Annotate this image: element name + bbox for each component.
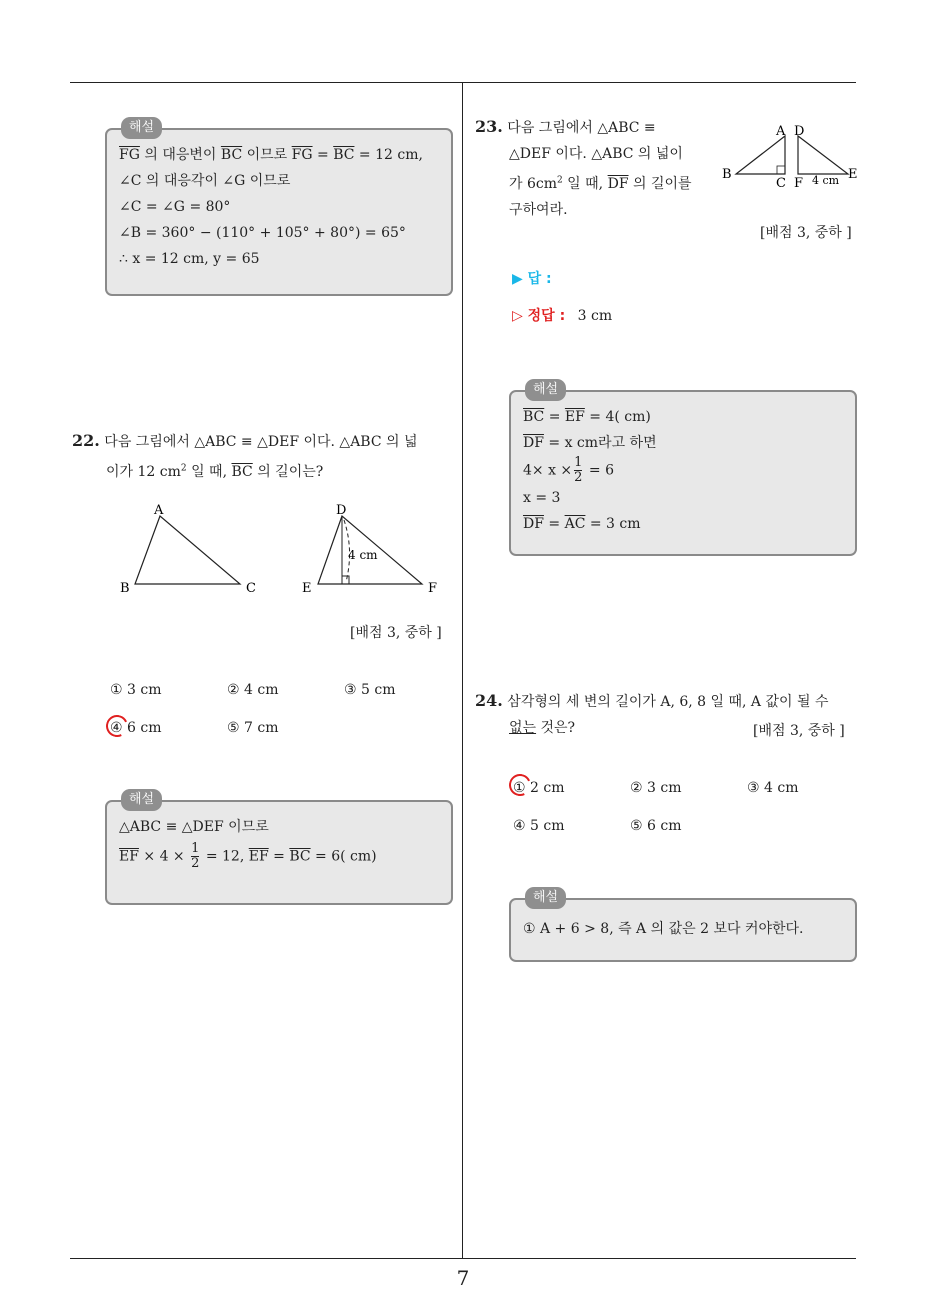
bottom-rule <box>70 1258 856 1259</box>
solution-box-1 <box>105 120 453 296</box>
column-divider <box>462 82 463 1258</box>
solution-tag: 해설 <box>525 379 566 401</box>
label-b: B <box>722 167 732 182</box>
right-angle-mark <box>777 166 785 174</box>
solution-line: ∠B = 360° − (110° + 105° + 80°) = 65° <box>119 225 406 241</box>
solution-box-3 <box>509 382 857 556</box>
solution-line: $\overline{DF} = x$ cm라고 하면 <box>523 435 657 451</box>
choice-2[interactable]: ② 3 cm <box>630 780 682 796</box>
solution-box-4 <box>509 890 857 962</box>
label-e: E <box>848 167 858 182</box>
answer-label: ▶ 답 : <box>512 271 552 287</box>
top-rule <box>70 82 856 83</box>
label-f: F <box>428 581 438 596</box>
question-text: 다음 그림에서 △ABC ≡ <box>507 120 656 136</box>
question-number: 24. <box>475 691 503 710</box>
question-text-4: 구하여라. <box>509 201 568 218</box>
solution-box-2 <box>105 792 453 905</box>
label-b: B <box>120 581 130 596</box>
label-length: 4 cm <box>812 174 840 187</box>
choice-3[interactable]: ③ 4 cm <box>747 780 799 796</box>
triangle-def <box>798 136 848 174</box>
solution-line: x = 3 <box>523 490 561 506</box>
label-height: 4 cm <box>348 548 378 562</box>
triangle-abc <box>135 516 240 584</box>
choice-1[interactable]: ① 2 cm <box>513 780 565 796</box>
solution-line: $\overline{EF} \times 4$ × $\frac{1}{2}$ = 12, $\overline{EF} = \overline{BC} = 6$( cm) <box>119 841 377 871</box>
points-q22: [배점 3, 중하 ] <box>350 625 442 641</box>
solution-line: ① A + 6 > 8, 즉 A 의 값은 2 보다 커야한다. <box>523 921 804 937</box>
question-text: 다음 그림에서 △ABC ≡ △DEF 이다. △ABC 의 넓 <box>104 434 418 450</box>
solution-line: ∴ x = 12 cm, y = 65 <box>119 251 260 267</box>
correct-answer-label: ▷ 정답 : <box>512 308 566 324</box>
solution-line: $\overline{FG}$ 의 대응변이 $\overline{BC}$ 이므로 $\overline{FG} = \overline{BC} = 12$ cm, <box>119 147 423 163</box>
question-text: 삼각형의 세 변의 길이가 A, 6, 8 일 때, A 값이 될 수 <box>507 694 829 710</box>
page-number: 7 <box>456 1266 470 1290</box>
question-text-3: 가 $6cm^2$ 일 때, $\overline{DF}$ 의 길이를 <box>509 175 692 192</box>
choice-5[interactable]: ⑤ 7 cm <box>227 720 279 736</box>
choice-4[interactable]: ④ 6 cm <box>110 720 162 736</box>
choice-4[interactable]: ④ 5 cm <box>513 818 565 834</box>
label-c: C <box>776 176 786 191</box>
question-number: 22. <box>72 431 100 450</box>
solution-line: ∠C 의 대응각이 ∠G 이므로 <box>119 173 291 189</box>
label-f: F <box>794 176 804 191</box>
choice-3[interactable]: ③ 5 cm <box>344 682 396 698</box>
figure-q23 <box>718 118 863 193</box>
correct-answer-value: 3 cm <box>577 308 613 324</box>
choice-1[interactable]: ① 3 cm <box>110 682 162 698</box>
choice-2[interactable]: ② 4 cm <box>227 682 279 698</box>
solution-line: △ABC ≡ △DEF 이므로 <box>119 819 269 835</box>
solution-tag: 해설 <box>525 887 566 909</box>
label-d: D <box>794 124 805 139</box>
solution-tag: 해설 <box>121 117 162 139</box>
label-a: A <box>154 503 164 518</box>
question-text-2: 없는 것은? <box>509 720 576 736</box>
solution-line: $\overline{DF} = \overline{AC} = 3$ cm <box>523 516 641 532</box>
label-a: A <box>776 124 786 139</box>
choice-5[interactable]: ⑤ 6 cm <box>630 818 682 834</box>
question-number: 23. <box>475 117 503 136</box>
solution-line: ∠C = ∠G = 80° <box>119 199 231 215</box>
label-c: C <box>246 581 256 596</box>
triangle-abc <box>736 136 785 174</box>
label-d: D <box>336 503 347 518</box>
figure-q22 <box>110 498 450 603</box>
question-22 <box>72 428 457 485</box>
question-text-2: 이가 12 $cm^2$ 일 때, $\overline{BC}$ 의 길이는? <box>106 463 324 480</box>
correct-answer-row <box>512 305 612 325</box>
solution-line: $\overline{BC} = \overline{EF} = 4$( cm) <box>523 409 651 425</box>
fraction: $\frac{1}{2}$ <box>191 841 200 871</box>
solution-tag: 해설 <box>121 789 162 811</box>
question-23 <box>475 114 715 223</box>
right-angle-mark <box>342 576 349 584</box>
fraction: $\frac{1}{2}$ <box>574 455 583 485</box>
label-e: E <box>302 581 312 596</box>
points-q23: [배점 3, 중하 ] <box>760 225 852 241</box>
points-q24: [배점 3, 중하 ] <box>753 723 845 739</box>
solution-line: 4× x × $\frac{1}{2}$ = 6 <box>523 455 614 485</box>
question-text-2: △DEF 이다. △ABC 의 넓이 <box>509 146 683 162</box>
